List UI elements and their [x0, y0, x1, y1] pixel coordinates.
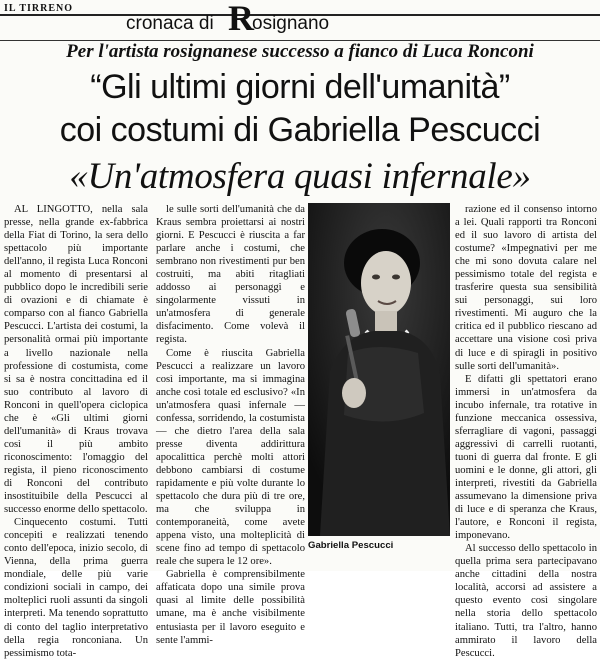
section-title-initial: R	[228, 0, 254, 38]
section-title-prefix: cronaca di	[126, 13, 214, 34]
section-title-rest: osignano	[252, 13, 330, 34]
kicker-subtitle: Per l'artista rosignanese successo a fianco di Luca Ronconi	[66, 41, 534, 62]
paragraph: E difatti gli spettatori erano immersi in un'atmosfera da incubo infernale, tra rotative in funzione meccanica ossessiva, sferragliare di vagoni, passaggi aggressivi di carrelli ruotanti, tuoni di guerra dal fronte. E gli uomini e le donne, gli attori, gli interpreti, rivestiti da Gabriella assumevano la dimensione priva di luce e di speranza che Kraus, l'autore, e Ronconi il regista, imponevano.	[455, 373, 597, 542]
photo-caption: Gabriella Pescucci	[308, 540, 394, 551]
headline-line-1: “Gli ultimi giorni dell'umanità”	[90, 68, 510, 106]
article-column-1	[4, 203, 148, 660]
headline-line-3: «Un'atmosfera quasi infernale»	[69, 156, 531, 197]
article-column-2	[156, 203, 305, 647]
portrait-photo	[308, 203, 450, 536]
paragraph: Come è riuscita Gabriella Pescucci a realizzare un lavoro così importante, ma si immagina anche così totale ed esclusivo? «In un'atmosfera quasi infernale — confessa, sorridendo, la costumista — che dietro l'area della sala presse diventa addirittura apocalittica perchè molti attori debbono cambiarsi di costume rapidamente e più volte durante lo spettacolo che dura più di tre ore, ma che sviluppa in contemporaneità, come avete appena visto, una molteplicità di scene fino ad tempo di spettacolo reale che supera le 12 ore».	[156, 347, 305, 568]
paragraph: Cinquecento costumi. Tutti concepiti e realizzati tenendo conto dell'epoca, inizio secolo, di Vienna, della prima guerra mondiale, delle più varie condizioni sociali in campo, dei molteplici ruoli assunti da singoli interpreti. Ma tenendo soprattutto di conto del taglio interpretativo della regia ronconiana. Un pessimismo tota-	[4, 517, 148, 659]
paragraph: Al successo dello spettacolo in quella prima sera partecipavano anche cittadini della nostra località, accorsi ad assistere a questo evento così singolare nella storia dello spettacolo italiano. Tutti, tra l'altro, hanno ammirato il lavoro della Pescucci.	[455, 543, 597, 659]
paragraph: AL LINGOTTO, nella sala presse, nella grande ex-fabbrica della Fiat di Torino, la sera dello spettacolo più importante dell'anno, il regista Luca Ronconi al momento di presentarsi al pubblico dopo le incredibili serie di ovazioni e di chiamate è comparso con al fianco Gabriella Pescucci. L'artista dei costumi, la personalità ormai più importante a livello nazionale nella professione di costumista, come si sa è nostra concittadina ed il suo contributo al lavoro di Ronconi in quell'opera ciclopica che è «Gli ultimi giorni dell'umanità» di Kraus trovava così il più ambito riconoscimento: l'omaggio del regista, il pieno riconoscimento di Ronconi del contributo insostituibile della Pescucci al successo enorme dello spettacolo.	[4, 204, 148, 516]
portrait-illustration	[308, 203, 450, 536]
article-column-3	[455, 203, 597, 660]
newspaper-name: IL TIRRENO	[4, 3, 74, 14]
paragraph: Gabriella è comprensibilmente affaticata dopo una simile prova quasi al limite delle possibilità umane, ma è anche visibilmente entusiasta per il lavoro eseguito e sente l'ammi-	[156, 569, 305, 646]
paragraph: le sulle sorti dell'umanità che da Kraus sembra proiettarsi ai nostri giorni. E Pescucci è riuscita a far parlare anche i costumi, che sembrano non rivestimenti pur ben costruiti, ma abiti ritagliati addosso ai personaggi e singolarmente vissuti in un'atmosfera di generale disfacimento. Come volevà il regista.	[156, 204, 305, 346]
paragraph: razione ed il consenso intorno a lei. Quali rapporti tra Ronconi ed il suo lavoro di artista del costume? «Impegnativi per me che mi sono dovuta calare nel pessimismo totale del regista e trasferire questa sua sensibilità sui personaggi, sui loro rivestimenti. Mi auguro che la critica ed il pubblico riescano ad accettare una visione così priva di luce e di spiragli in positivo sulle sorti dell'umanità».	[455, 204, 597, 372]
headline-line-2: coi costumi di Gabriella Pescucci	[59, 111, 541, 149]
